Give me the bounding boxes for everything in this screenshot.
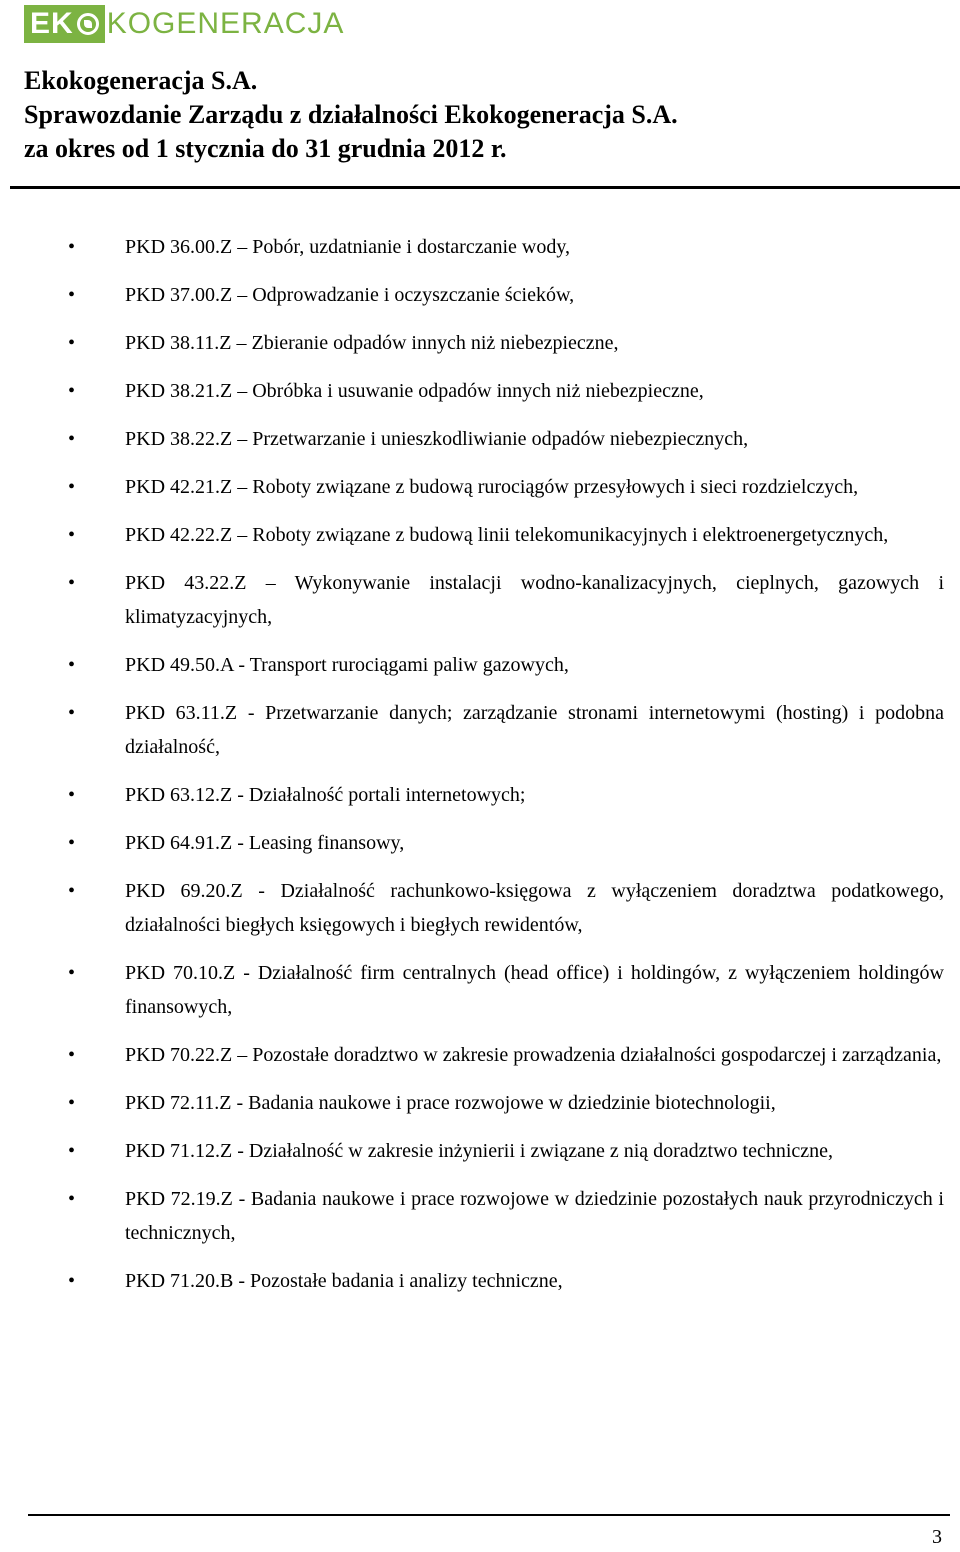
pkd-list xyxy=(0,230,960,1312)
list-item: • PKD 38.22.Z – Przetwarzanie i unieszkodliwianie odpadów niebezpiecznych, xyxy=(125,422,944,456)
list-item: • PKD 38.11.Z – Zbieranie odpadów innych niż niebezpieczne, xyxy=(125,326,944,360)
leaf-circle-icon xyxy=(77,13,99,35)
company-logo xyxy=(24,4,344,44)
list-item: • PKD 70.10.Z - Działalność firm centralnych (head office) i holdingów, z wyłączeniem holdingów finansowych, xyxy=(125,956,944,1024)
logo-box xyxy=(24,5,105,43)
list-item: • PKD 63.11.Z - Przetwarzanie danych; zarządzanie stronami internetowymi (hosting) i podobna działalność, xyxy=(125,696,944,764)
list-item: • PKD 63.12.Z - Działalność portali internetowych; xyxy=(125,778,944,812)
list-item: • PKD 42.22.Z – Roboty związane z budową linii telekomunikacyjnych i elektroenergetycznych, xyxy=(125,518,944,552)
list-item: • PKD 42.21.Z – Roboty związane z budową rurociągów przesyłowych i sieci rozdzielczych, xyxy=(125,470,944,504)
header-company-name: Ekokogeneracja S.A. xyxy=(24,66,258,95)
logo-box-text: EK xyxy=(30,7,74,40)
list-item: • PKD 71.20.B - Pozostałe badania i analizy techniczne, xyxy=(125,1264,944,1298)
list-item: • PKD 49.50.A - Transport rurociągami paliw gazowych, xyxy=(125,648,944,682)
list-item: • PKD 72.11.Z - Badania naukowe i prace rozwojowe w dziedzinie biotechnologii, xyxy=(125,1086,944,1120)
list-item: • PKD 38.21.Z – Obróbka i usuwanie odpadów innych niż niebezpieczne, xyxy=(125,374,944,408)
list-item: • PKD 36.00.Z – Pobór, uzdatnianie i dostarczanie wody, xyxy=(125,230,944,264)
footer-divider xyxy=(28,1514,950,1516)
document-header xyxy=(24,64,678,166)
header-report-period: za okres od 1 stycznia do 31 grudnia 2012 r. xyxy=(24,134,507,163)
page-number: 3 xyxy=(932,1526,942,1548)
list-item: • PKD 43.22.Z – Wykonywanie instalacji wodno-kanalizacyjnych, cieplnych, gazowych i klimatyzacyjnych, xyxy=(125,566,944,634)
list-item: • PKD 37.00.Z – Odprowadzanie i oczyszczanie ścieków, xyxy=(125,278,944,312)
list-item: • PKD 72.19.Z - Badania naukowe i prace rozwojowe w dziedzinie pozostałych nauk przyrodniczych i technicznych, xyxy=(125,1182,944,1250)
list-item: • PKD 69.20.Z - Działalność rachunkowo-księgowa z wyłączeniem doradztwa podatkowego, działalności biegłych księgowych i biegłych rewidentów, xyxy=(125,874,944,942)
logo-text: KOGENERACJA xyxy=(106,7,345,40)
list-item: • PKD 71.12.Z - Działalność w zakresie inżynierii i związane z nią doradztwo techniczne, xyxy=(125,1134,944,1168)
header-report-title: Sprawozdanie Zarządu z działalności Ekokogeneracja S.A. xyxy=(24,100,678,129)
header-divider xyxy=(10,186,960,189)
list-item: • PKD 70.22.Z – Pozostałe doradztwo w zakresie prowadzenia działalności gospodarczej i zarządzania, xyxy=(125,1038,944,1072)
list-item: • PKD 64.91.Z - Leasing finansowy, xyxy=(125,826,944,860)
